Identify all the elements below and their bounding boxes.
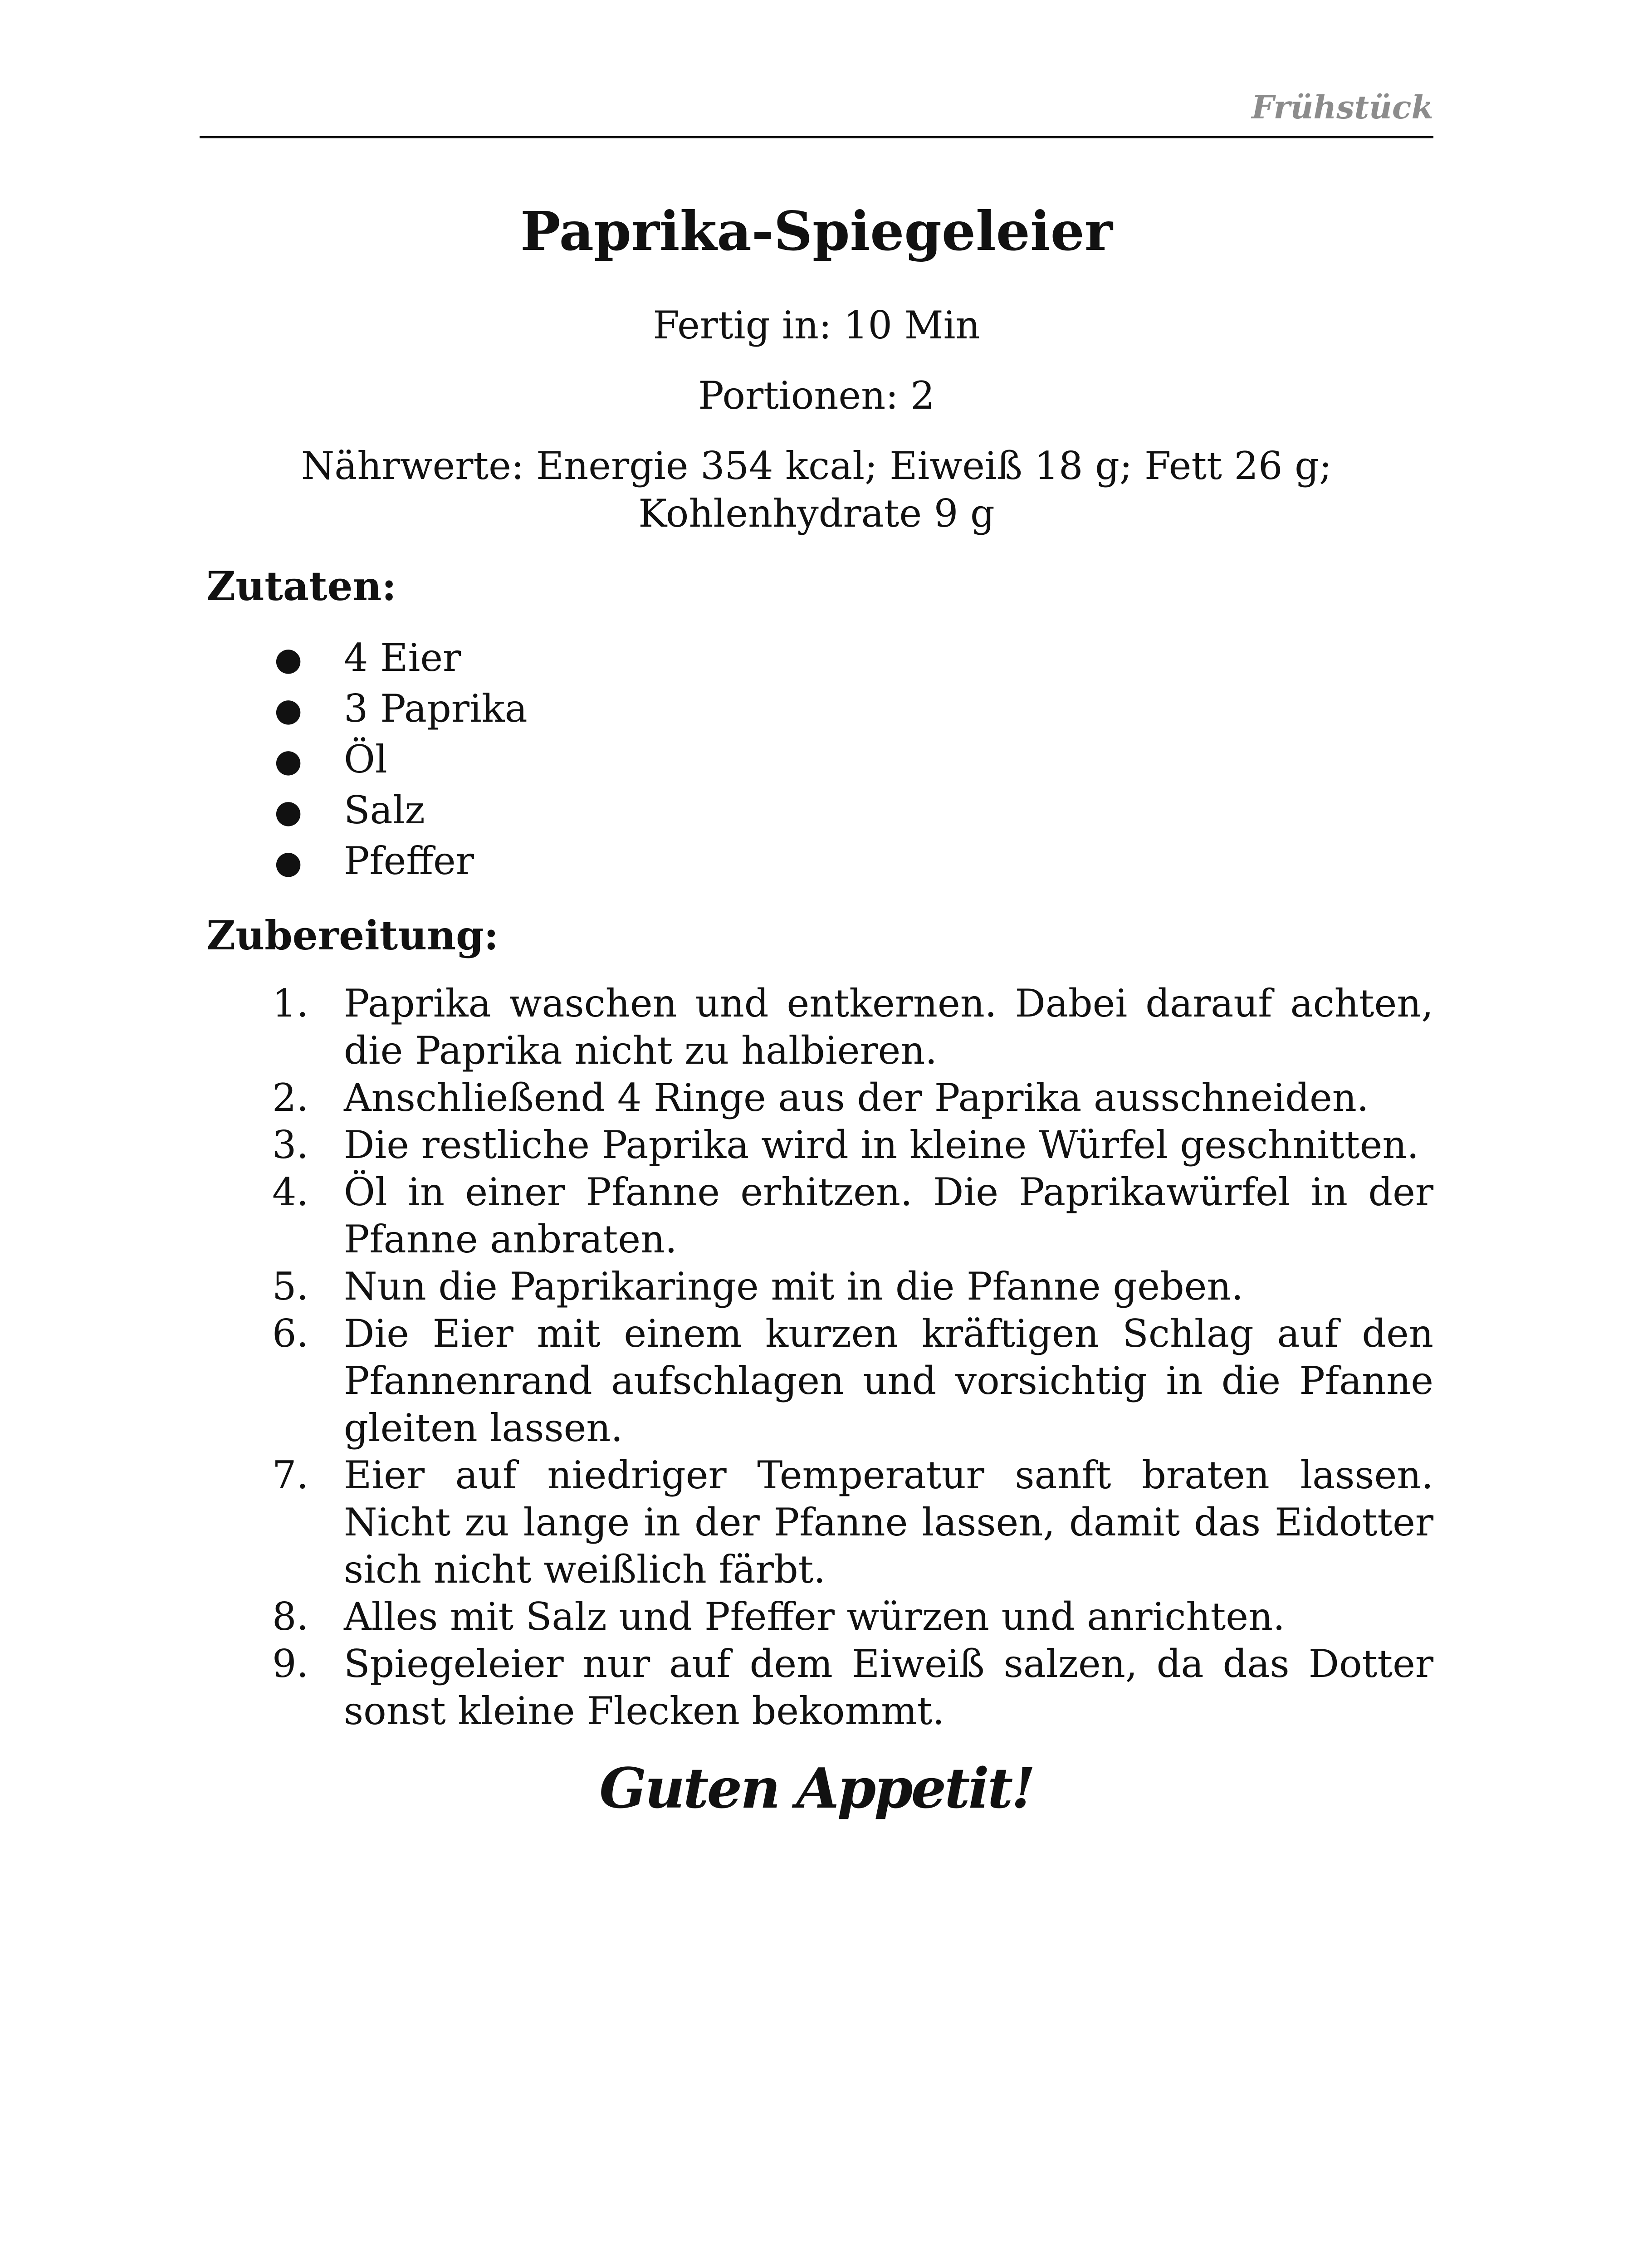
step-item	[0, 1310, 1633, 1452]
ingredient-item	[0, 686, 1633, 737]
ingredient-item	[0, 838, 1633, 889]
ingredient-text: 3 Paprika	[344, 686, 528, 731]
step-text: Nun die Paprikaringe mit in die Pfanne geben.	[344, 1264, 1244, 1309]
step-item	[0, 1168, 1633, 1263]
step-text: Die restliche Paprika wird in kleine Würfel geschnitten.	[344, 1123, 1419, 1167]
nutrition-line-2: Kohlenhydrate 9 g	[638, 491, 995, 536]
recipe-title: Paprika-Spiegeleier	[520, 200, 1113, 263]
step-text: Paprika waschen und entkernen. Dabei darauf achten, die Paprika nicht zu halbieren.	[344, 981, 1433, 1073]
step-text: Öl in einer Pfanne erhitzen. Die Paprikawürfel in der Pfanne anbraten.	[344, 1170, 1433, 1261]
step-number: 4.	[272, 1170, 309, 1214]
step-number: 9.	[272, 1642, 309, 1686]
ingredient-item	[0, 737, 1633, 787]
ingredient-item	[0, 787, 1633, 838]
step-number: 6.	[272, 1311, 309, 1356]
preparation-heading: Zubereitung:	[206, 912, 499, 959]
step-item	[0, 1452, 1633, 1593]
ingredient-text: Öl	[344, 737, 387, 782]
servings: Portionen: 2	[698, 373, 935, 418]
step-text: Die Eier mit einem kurzen kräftigen Schlag auf den Pfannenrand aufschlagen und vorsichtig in die Pfanne gleiten lassen.	[344, 1311, 1433, 1450]
bullet-icon: ●	[274, 691, 303, 728]
step-number: 2.	[272, 1075, 309, 1120]
step-text: Spiegeleier nur auf dem Eiweiß salzen, da das Dotter sonst kleine Flecken bekommt.	[344, 1642, 1433, 1733]
header-rule	[200, 136, 1433, 138]
running-header: Frühstück	[1252, 88, 1433, 126]
step-text: Alles mit Salz und Pfeffer würzen und anrichten.	[344, 1594, 1285, 1639]
nutrition-line-1: Nährwerte: Energie 354 kcal; Eiweiß 18 g; Fett 26 g;	[301, 444, 1332, 488]
step-item	[0, 1121, 1633, 1168]
step-number: 7.	[272, 1453, 309, 1497]
step-item	[0, 980, 1633, 1074]
ingredient-text: Pfeffer	[344, 839, 474, 883]
step-text: Anschließend 4 Ringe aus der Paprika ausschneiden.	[344, 1075, 1369, 1120]
step-text: Eier auf niedriger Temperatur sanft braten lassen. Nicht zu lange in der Pfanne lassen, damit das Eidotter sich nicht weißlich färbt.	[344, 1453, 1433, 1592]
bullet-icon: ●	[274, 742, 303, 779]
signoff-text: Guten Appetit!	[599, 1755, 1034, 1821]
bullet-icon: ●	[274, 793, 303, 830]
ingredients-heading: Zutaten:	[206, 562, 396, 610]
ingredient-text: Salz	[344, 788, 425, 832]
step-item	[0, 1640, 1633, 1735]
prep-time: Fertig in: 10 Min	[653, 303, 980, 347]
step-number: 5.	[272, 1264, 309, 1309]
bullet-icon: ●	[274, 640, 303, 678]
step-item	[0, 1263, 1633, 1310]
step-item	[0, 1074, 1633, 1121]
preparation-steps	[0, 980, 1633, 1735]
bullet-icon: ●	[274, 844, 303, 881]
step-number: 8.	[272, 1594, 309, 1639]
step-item	[0, 1593, 1633, 1640]
step-number: 1.	[272, 981, 309, 1026]
ingredients-list	[0, 635, 1633, 889]
step-number: 3.	[272, 1123, 309, 1167]
ingredient-item	[0, 635, 1633, 686]
ingredient-text: 4 Eier	[344, 635, 461, 680]
